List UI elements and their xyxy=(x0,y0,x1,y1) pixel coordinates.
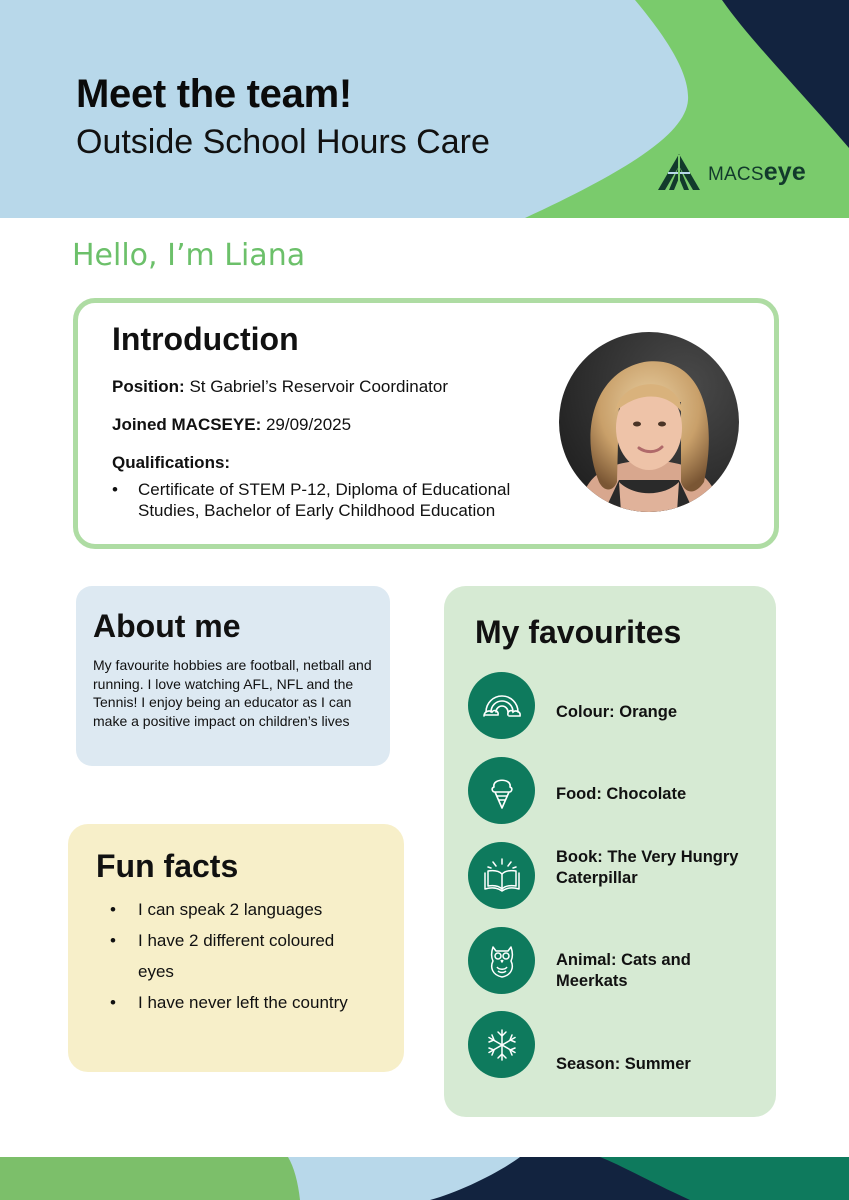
macseye-logo xyxy=(656,153,806,191)
about-heading: About me xyxy=(93,608,241,644)
logo-wordmark: MACSeye xyxy=(708,157,807,186)
introduction-heading: Introduction xyxy=(112,321,299,357)
book-icon xyxy=(468,842,535,909)
page-title: Meet the team! xyxy=(76,72,352,116)
about-text: My favourite hobbies are football, netball and running. I love watching AFL, NFL and the Tennis! I enjoy being an educator as I can make a positive impact on children’s lives xyxy=(93,657,372,729)
position-field: Position: St Gabriel’s Reservoir Coordinator xyxy=(112,377,449,396)
page-header xyxy=(0,0,849,218)
page-footer xyxy=(0,1157,849,1200)
favourite-food: Food: Chocolate xyxy=(556,785,687,803)
about-me-card xyxy=(76,586,390,766)
greeting: Hello, I’m Liana xyxy=(72,238,306,273)
qualifications-label: Qualifications: xyxy=(112,453,231,472)
footer-background xyxy=(0,1157,849,1200)
favourite-animal: Animal: Cats and Meerkats xyxy=(556,951,691,990)
introduction-card xyxy=(73,298,779,549)
profile-photo xyxy=(559,332,739,512)
macs-logo-icon xyxy=(656,153,702,191)
qualification-item: • Certificate of STEM P-12, Diploma of Educational Studies, Bachelor of Early Childhood Education xyxy=(112,479,542,521)
page-subtitle: Outside School Hours Care xyxy=(76,123,490,161)
fun-fact-item: • I have 2 different coloured eyes xyxy=(110,925,370,987)
joined-field: Joined MACSEYE: 29/09/2025 xyxy=(112,415,352,434)
qualifications-list xyxy=(112,479,542,521)
ice-cream-icon xyxy=(468,757,535,824)
rainbow-icon xyxy=(468,672,535,739)
fun-facts-heading: Fun facts xyxy=(96,848,239,884)
favourite-book: Book: The Very Hungry Caterpillar xyxy=(556,848,739,887)
fun-facts-card xyxy=(68,824,404,1072)
snowflake-icon xyxy=(468,1011,535,1078)
fun-fact-item: • I have never left the country xyxy=(110,987,370,1018)
favourite-colour: Colour: Orange xyxy=(556,703,678,721)
favourites-heading: My favourites xyxy=(475,614,682,650)
avatar xyxy=(559,332,739,512)
fun-fact-item: • I can speak 2 languages xyxy=(110,894,370,925)
favourites-card xyxy=(444,586,776,1117)
owl-icon xyxy=(468,927,535,994)
fun-facts-list xyxy=(110,894,370,1018)
favourite-season: Season: Summer xyxy=(556,1055,691,1073)
